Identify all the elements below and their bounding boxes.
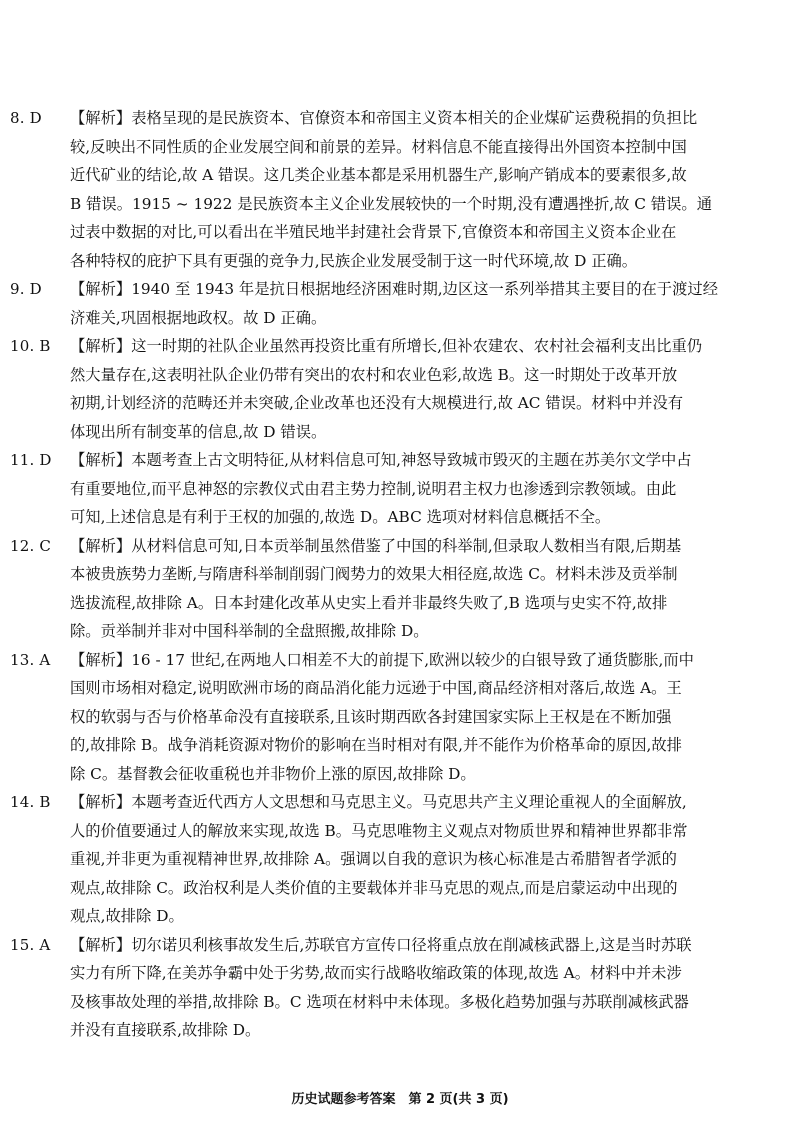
- explanation-line: 可知,上述信息是有利于王权的加强的,故选 D。ABC 选项对材料信息概括不全。: [70, 508, 611, 526]
- explanation-line: 体现出所有制变革的信息,故 D 错误。: [70, 422, 327, 441]
- explanation-line: 国则市场相对稳定,说明欧洲市场的商品消化能力远逊于中国,商品经济相对落后,故选 A。王: [70, 679, 682, 697]
- explanation-line: 选拔流程,故排除 A。日本封建化改革从史实上看并非最终失败了,B 选项与史实不符,故排: [70, 593, 668, 612]
- explanation-line: 有重要地位,而平息神怒的宗教仪式由君主势力控制,说明君主权力也渗透到宗教领域。由此: [70, 479, 677, 498]
- explanation-line: 除。贡举制并非对中国科举制的全盘照搬,故排除 D。: [70, 622, 429, 640]
- explanation-line: 重视,并非更为重视精神世界,故排除 A。强调以自我的意识为核心标准是古希腊智者学派的: [70, 850, 677, 868]
- answer-item-13: [10, 646, 772, 789]
- explanation-line: 【解析】本题考查近代西方人文思想和马克思主义。马克思共产主义理论重视人的全面解放,: [70, 793, 687, 811]
- answer-item-8: [10, 104, 772, 275]
- page-footer: 历史试题参考答案 第 2 页(共 3 页): [291, 1092, 509, 1107]
- explanation-line: 实力有所下降,在美苏争霸中处于劣势,故而实行战略收缩政策的体现,故选 A。材料中并未涉: [70, 964, 682, 982]
- explanation-line: 【解析】1940 至 1943 年是抗日根据地经济困难时期,边区这一系列举措其主要目的在于渡过经: [70, 280, 718, 298]
- explanation-line: 【解析】从材料信息可知,日本贡举制虽然借鉴了中国的科举制,但录取人数相当有限,后期基: [70, 536, 682, 555]
- explanation-line: 并没有直接联系,故排除 D。: [70, 1021, 261, 1039]
- answer-number: 14. B: [10, 793, 51, 811]
- answer-explanation: [70, 332, 772, 446]
- explanation-line: 【解析】切尔诺贝利核事故发生后,苏联官方宣传口径将重点放在削减核武器上,这是当时苏联: [70, 935, 692, 954]
- explanation-line: 过表中数据的对比,可以看出在半殖民地半封建社会背景下,官僚资本和帝国主义资本企业在: [70, 223, 677, 241]
- explanation-line: B 错误。1915 ~ 1922 是民族资本主义企业发展较快的一个时期,没有遭遇挫折,故 C 错误。通: [70, 194, 713, 213]
- explanation-line: 及核事故处理的举措,故排除 B。C 选项在材料中未体现。多极化趋势加强与苏联削减核武器: [70, 992, 689, 1011]
- explanation-line: 【解析】这一时期的社队企业虽然再投资比重有所增长,但补农建农、农村社会福利支出比重仍: [70, 337, 703, 355]
- explanation-line: 除 C。基督教会征收重税也并非物价上涨的原因,故排除 D。: [70, 764, 476, 783]
- answer-number: 10. B: [10, 337, 51, 355]
- explanation-line: 然大量存在,这表明社队企业仍带有突出的农村和农业色彩,故选 B。这一时期处于改革开放: [70, 365, 678, 384]
- explanation-line: 【解析】本题考查上古文明特征,从材料信息可知,神怒导致城市毁灭的主题在苏美尔文学中占: [70, 451, 692, 469]
- answer-explanation: [70, 931, 772, 1045]
- answer-item-11: [10, 446, 772, 532]
- answer-list: [10, 104, 772, 1045]
- answer-number: 8. D: [10, 109, 42, 127]
- answer-number: 9. D: [10, 280, 42, 298]
- explanation-line: 权的软弱与否与价格革命没有直接联系,且该时期西欧各封建国家实际上王权是在不断加强: [70, 707, 672, 726]
- answer-explanation: [70, 532, 772, 646]
- explanation-line: 本被贵族势力垄断,与隋唐科举制削弱门阀势力的效果大相径庭,故选 C。材料未涉及贡举制: [70, 565, 678, 583]
- answer-number: 13. A: [10, 650, 51, 669]
- explanation-line: 观点,故排除 D。: [70, 907, 184, 925]
- answer-item-14: [10, 788, 772, 931]
- answer-number: 12. C: [10, 536, 52, 555]
- explanation-line: 初期,计划经济的范畴还并未突破,企业改革也还没有大规模进行,故 AC 错误。材料中并没有: [70, 394, 684, 412]
- explanation-line: 较,反映出不同性质的企业发展空间和前景的差异。材料信息不能直接得出外国资本控制中国: [70, 137, 687, 156]
- explanation-line: 的,故排除 B。战争消耗资源对物价的影响在当时相对有限,并不能作为价格革命的原因,故排: [70, 736, 682, 754]
- answer-explanation: [70, 646, 772, 789]
- explanation-line: 观点,故排除 C。政治权利是人类价值的主要载体并非马克思的观点,而是启蒙运动中出现的: [70, 878, 678, 897]
- explanation-line: 人的价值要通过人的解放来实现,故选 B。马克思唯物主义观点对物质世界和精神世界都非常: [70, 821, 688, 840]
- answer-number: 15. A: [10, 935, 51, 954]
- explanation-line: 各种特权的庇护下具有更强的竞争力,民族企业发展受制于这一时代环境,故 D 正确。: [70, 251, 638, 270]
- answer-item-15: [10, 931, 772, 1045]
- answer-item-12: [10, 532, 772, 646]
- answer-explanation: [70, 104, 772, 275]
- explanation-line: 【解析】表格呈现的是民族资本、官僚资本和帝国主义资本相关的企业煤矿运费税捐的负担比: [70, 109, 698, 127]
- explanation-line: 近代矿业的结论,故 A 错误。这几类企业基本都是采用机器生产,影响产销成本的要素很多,故: [70, 166, 687, 184]
- answer-item-9: [10, 275, 772, 332]
- explanation-line: 济难关,巩固根据地政权。故 D 正确。: [70, 308, 327, 327]
- explanation-line: 【解析】16 - 17 世纪,在两地人口相差不大的前提下,欧洲以较少的白银导致了通货膨胀,而中: [70, 650, 694, 669]
- answer-number: 11. D: [10, 451, 52, 469]
- answer-explanation: [70, 788, 772, 931]
- answer-explanation: [70, 275, 772, 332]
- answer-explanation: [70, 446, 772, 532]
- answer-item-10: [10, 332, 772, 446]
